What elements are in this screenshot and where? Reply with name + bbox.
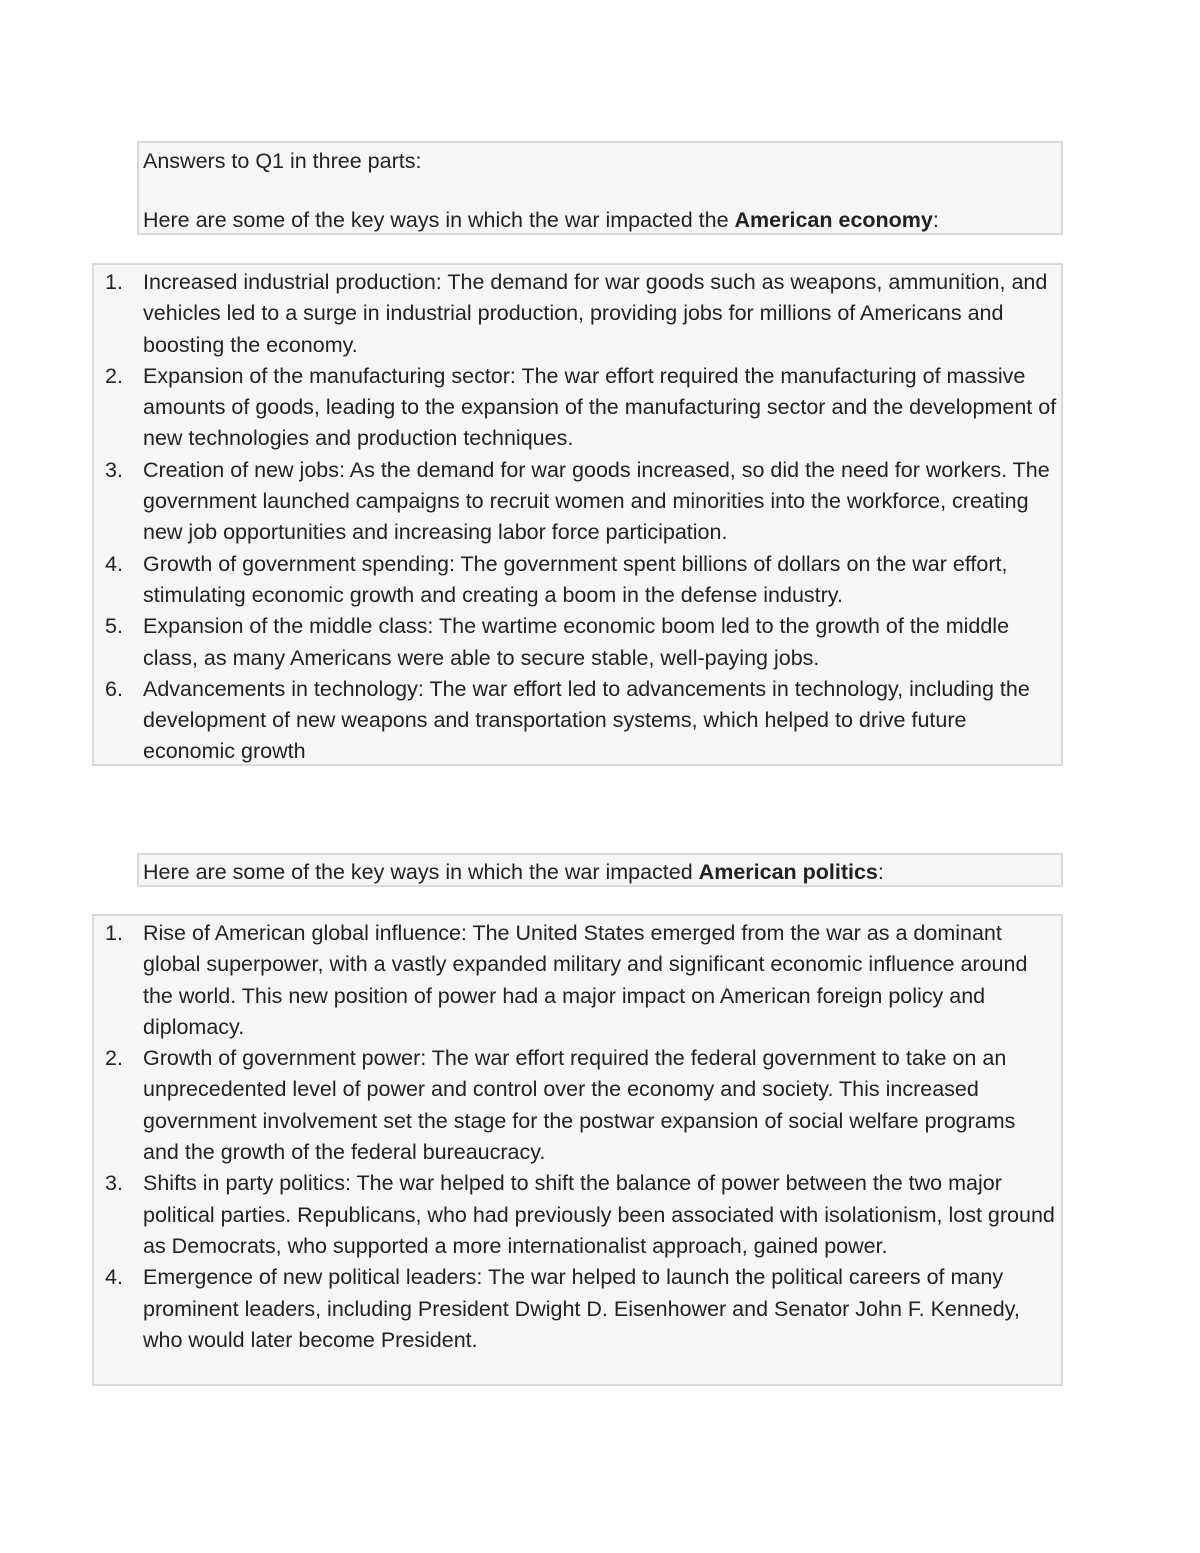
list-item-text: Emergence of new political leaders: The war helped to launch the political careers of many prominent leaders, including President Dwight D. Eisenhower and Senator John F. Kennedy, who would later become President.	[143, 1265, 1020, 1352]
list-item	[94, 267, 1061, 361]
list-item	[94, 455, 1061, 549]
list-item-text: Growth of government power: The war effort required the federal government to take on an unprecedented level of power and control over the economy and society. This increased government involvement set the stage for the postwar expansion of social welfare programs and the growth of the federal bureaucracy.	[143, 1046, 1016, 1165]
list-item-number: 2.	[105, 363, 123, 388]
list-item-text: Rise of American global influence: The United States emerged from the war as a dominant global superpower, with a vastly expanded military and significant economic influence around the world. This new position of power had a major impact on American foreign policy and diplomacy.	[143, 921, 1028, 1039]
list-item	[94, 1043, 1061, 1168]
list-item-number: 5.	[105, 614, 123, 639]
intro-line: Answers to Q1 in three parts:	[143, 149, 422, 173]
economy-heading-suffix: :	[932, 208, 939, 233]
list-item-number: 4.	[105, 551, 123, 576]
politics-list	[94, 918, 1061, 1356]
list-item-text: Advancements in technology: The war effort led to advancements in technology, including the development of new weapons and transportation systems, which helped to drive future economic growth	[143, 676, 1030, 764]
economy-list-box	[92, 263, 1063, 766]
intro-spacer	[143, 177, 1061, 205]
list-item-number: 3.	[105, 457, 123, 482]
list-item-number: 3.	[105, 1171, 123, 1196]
list-item	[94, 1168, 1061, 1262]
politics-list-box	[92, 914, 1063, 1386]
list-item-number: 6.	[105, 676, 123, 701]
list-item-text: Shifts in party politics: The war helped to shift the balance of power between the two major political parties. Republicans, who had previously been associated with isolationism, lost ground as Democrats, who supported a more internationalist approach, gained power.	[143, 1171, 1055, 1258]
list-item	[94, 361, 1061, 455]
list-item	[94, 1262, 1061, 1356]
list-item-text: Increased industrial production: The demand for war goods such as weapons, ammunition, and vehicles led to a surge in industrial production, providing jobs for millions of Americans and boosting the economy.	[143, 270, 1048, 357]
list-item-number: 1.	[105, 270, 123, 294]
list-item-number: 4.	[105, 1265, 123, 1290]
economy-heading-bold: American economy	[734, 208, 933, 233]
politics-heading-prefix: Here are some of the key ways in which the war impacted	[143, 860, 699, 884]
list-item-text: Expansion of the middle class: The wartime economic boom led to the growth of the middle class, as many Americans were able to secure stable, well-paying jobs.	[143, 614, 1010, 670]
list-item	[94, 674, 1061, 768]
economy-heading	[143, 205, 1061, 236]
list-item-text: Creation of new jobs: As the demand for war goods increased, so did the need for workers. The government launched campaigns to recruit women and minorities into the workforce, creating new job opportunities and increasing labor force participation.	[143, 457, 1050, 545]
list-item	[94, 611, 1061, 674]
list-item	[94, 549, 1061, 612]
politics-heading-bold: American politics	[698, 860, 878, 884]
list-item-text: Expansion of the manufacturing sector: The war effort required the manufacturing of massive amounts of goods, leading to the expansion of the manufacturing sector and the development of new technologies and production techniques.	[143, 363, 1057, 451]
economy-list	[94, 267, 1061, 768]
politics-heading	[143, 857, 1061, 888]
intro-box	[137, 141, 1063, 235]
economy-heading-prefix: Here are some of the key ways in which the war impacted the	[143, 208, 735, 233]
list-item-text: Growth of government spending: The government spent billions of dollars on the war effort, stimulating economic growth and creating a boom in the defense industry.	[143, 551, 1008, 607]
politics-heading-box	[137, 853, 1063, 887]
list-item-number: 1.	[105, 921, 123, 945]
politics-heading-suffix: :	[877, 860, 884, 884]
list-item	[94, 918, 1061, 1043]
list-item-number: 2.	[105, 1046, 123, 1071]
